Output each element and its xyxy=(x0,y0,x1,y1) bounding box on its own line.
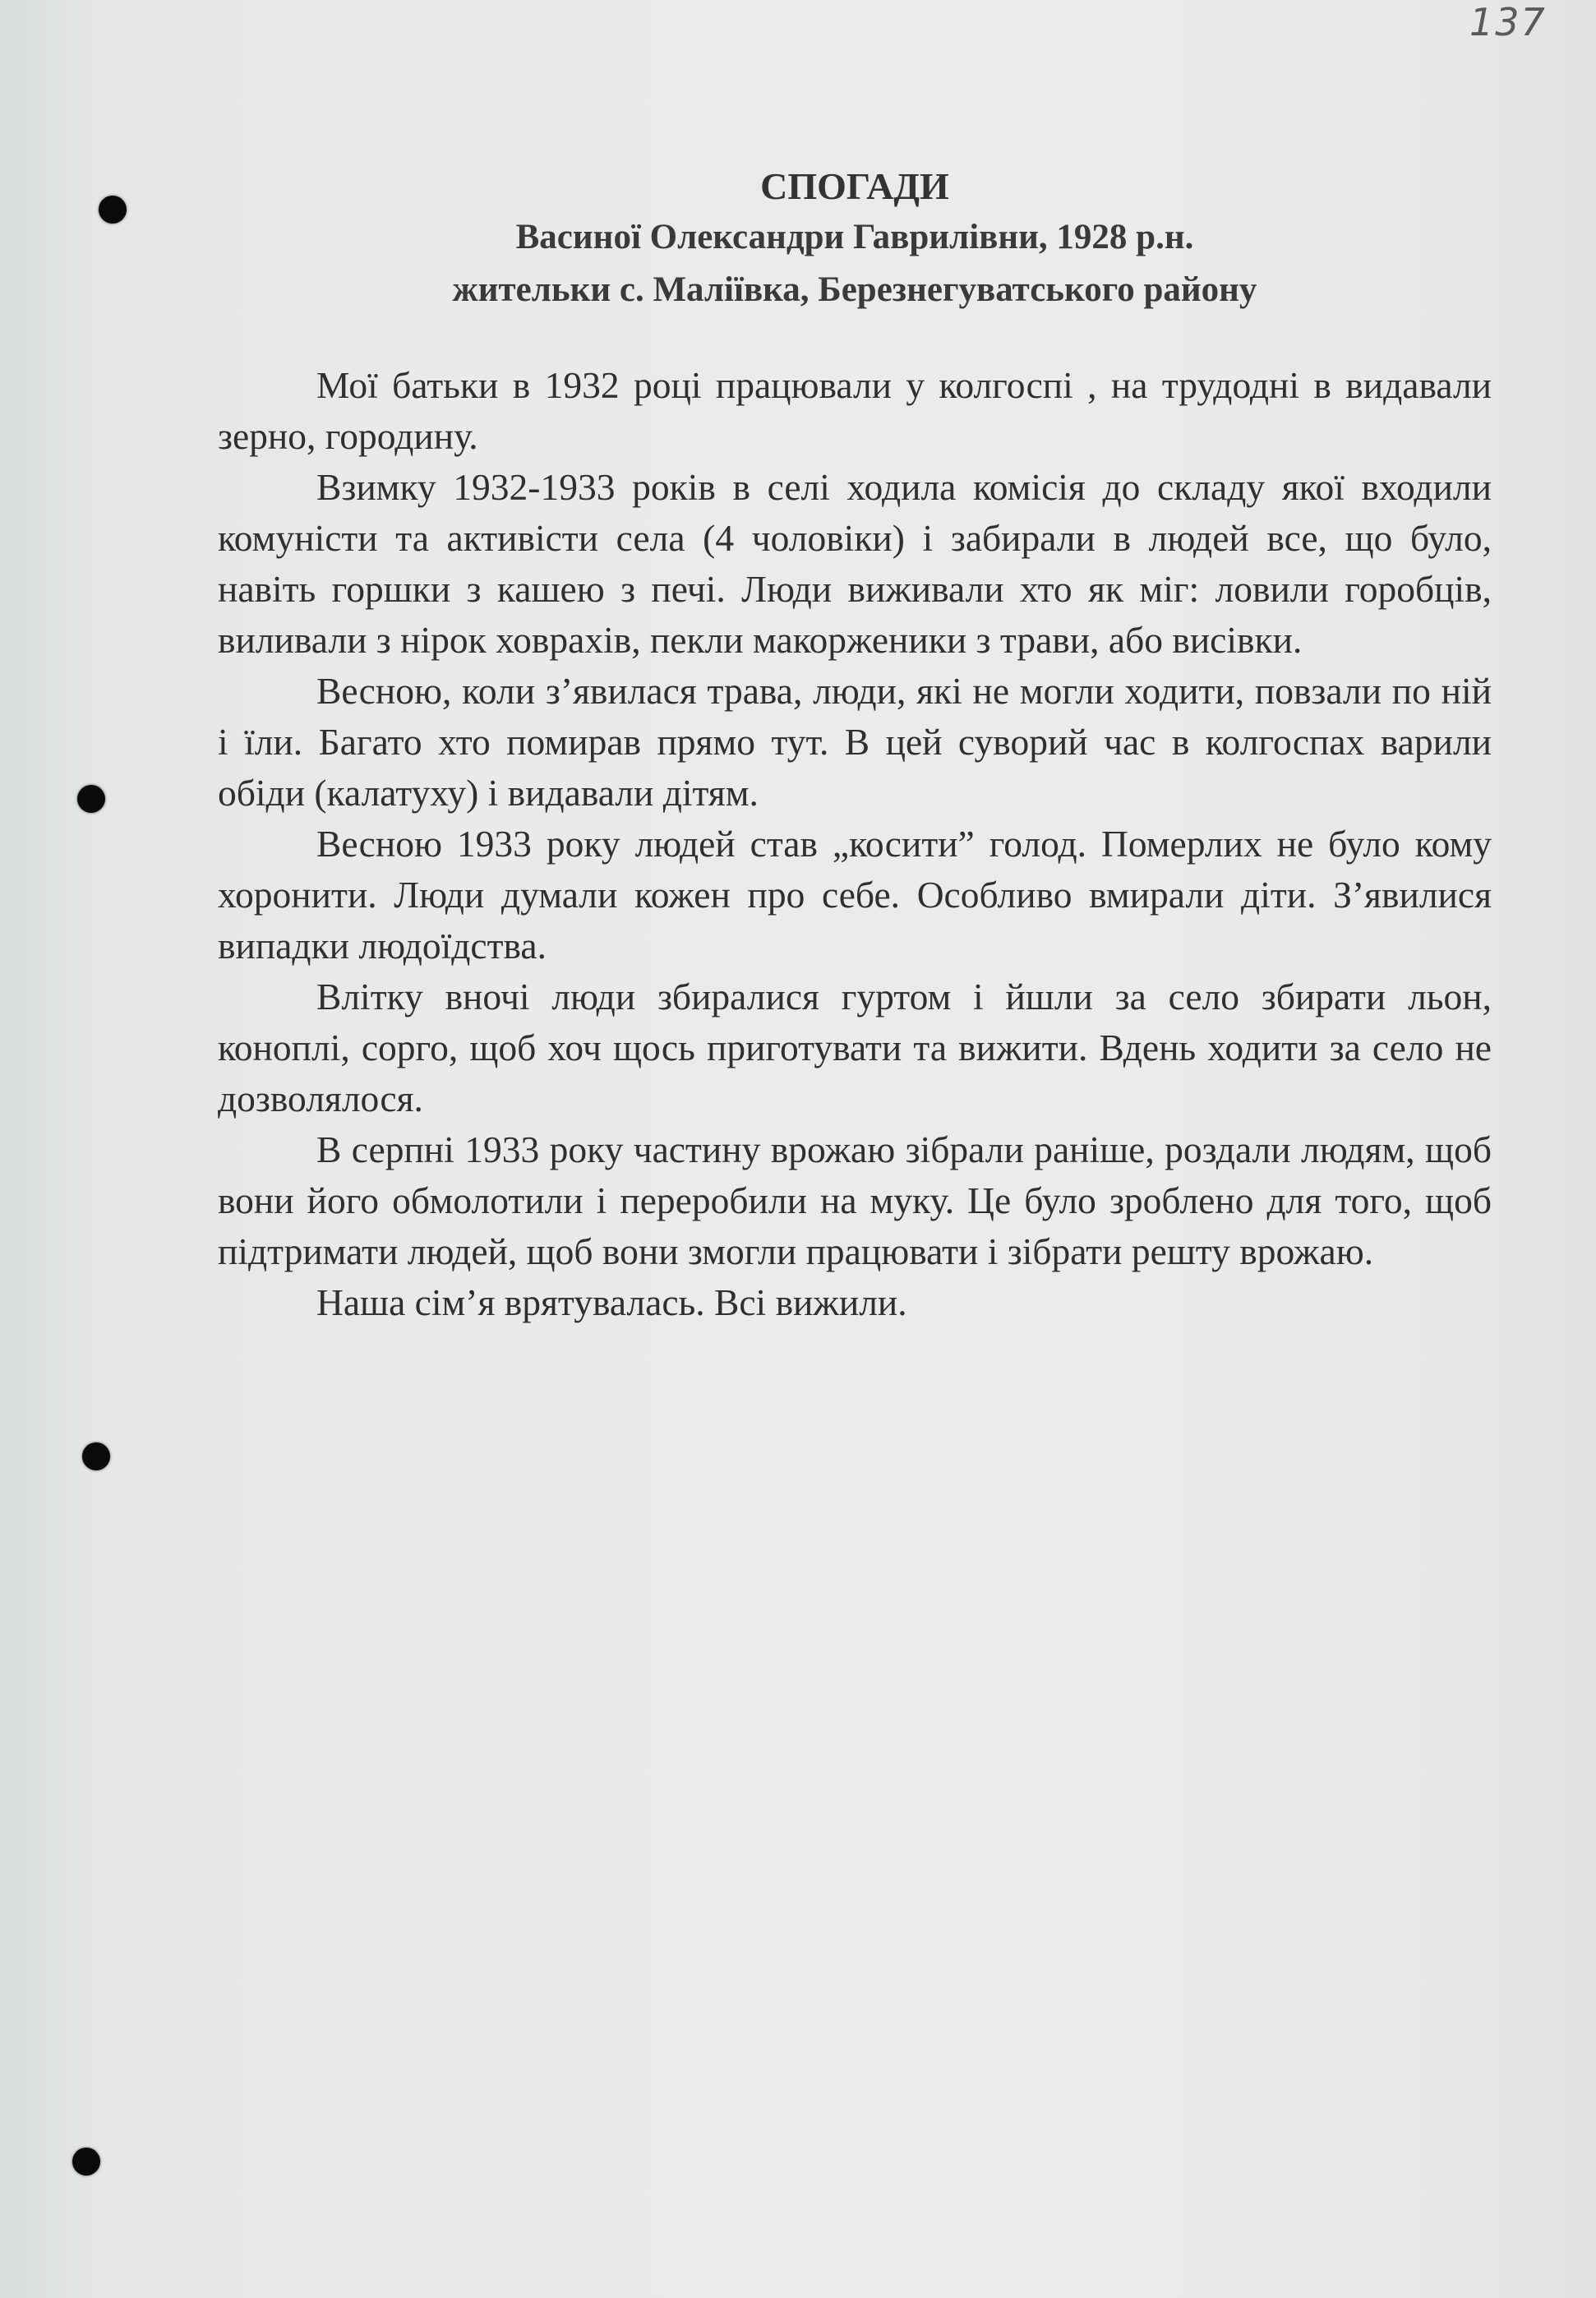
punch-hole xyxy=(72,2148,100,2176)
punch-hole xyxy=(77,785,105,813)
paragraph: Весною 1933 року людей став „косити” голод. Померлих не було кому хоронити. Люди думали кожен про себе. Особливо вмирали діти. З’явилися випадки людоїдства. xyxy=(218,823,1492,967)
paragraph: Влітку вночі люди збиралися гуртом і йшли за село збирати льон, коноплі, сорго, щоб хоч щось приготувати та вижити. Вдень ходити за село не дозволялося. xyxy=(218,976,1492,1119)
document-body xyxy=(218,360,1492,1328)
paragraph: Взимку 1932-1933 років в селі ходила комісія до складу якої входили комуністи та активісти села (4 чоловіки) і забирали в людей все, що було, навіть горшки з кашею з печі. Люди виживали хто як міг: ловили горобців, виливали з нірок ховрахів, пекли макорженики з трави, або висівки. xyxy=(218,466,1492,661)
paragraph: В серпні 1933 року частину врожаю зібрали раніше, роздали людям, щоб вони його обмолотили і переробили на муку. Це було зроблено для того, щоб підтримати людей, щоб вони змогли працювати і зібрати решту врожаю. xyxy=(218,1128,1492,1272)
paragraph: Мої батьки в 1932 році працювали у колгоспі , на трудодні в видавали зерно, городину. xyxy=(218,364,1492,457)
document-subtitle-location: жительки с. Маліївка, Березнегуватського району xyxy=(452,270,1257,309)
punch-hole xyxy=(82,1442,110,1470)
paragraph: Наша сім’я врятувалась. Всі вижили. xyxy=(316,1281,907,1323)
page-number: 137 xyxy=(1469,0,1547,44)
paragraph: Весною, коли з’явилася трава, люди, які не могли ходити, повзали по ній і їли. Багато хто помирав прямо тут. В цей суворий час в колгоспах варили обіди (калатуху) і видавали дітям. xyxy=(218,670,1492,814)
document-subtitle-author: Васиної Олександри Гаврилівни, 1928 р.н. xyxy=(515,218,1194,256)
document-title: СПОГАДИ xyxy=(760,165,949,207)
